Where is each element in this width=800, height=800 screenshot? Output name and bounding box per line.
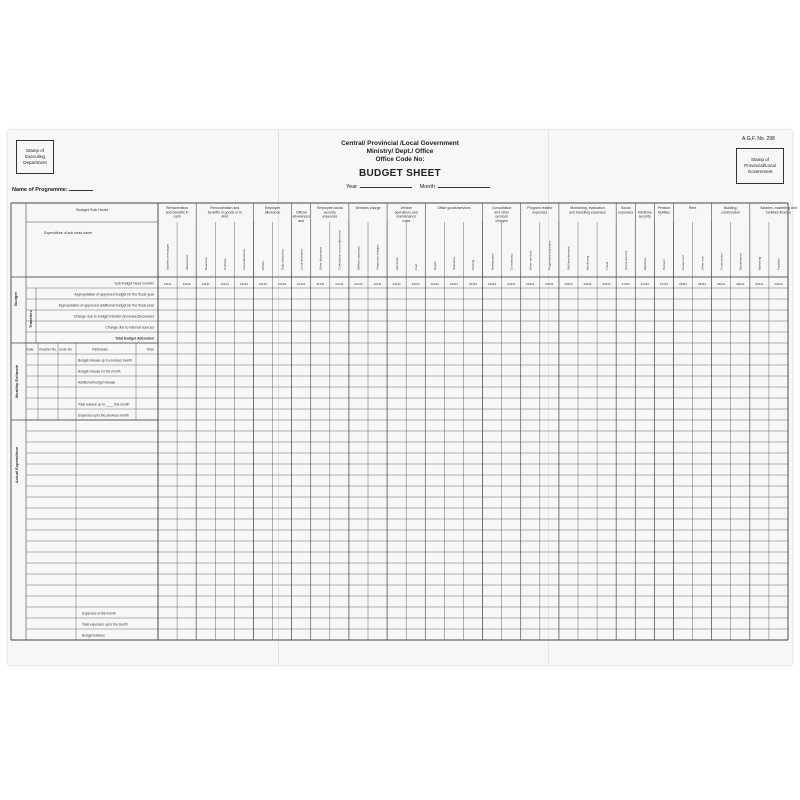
group-header-label: facilities finance (766, 210, 791, 215)
sub-column-label: Contribution to provident fund (337, 230, 342, 270)
code-number: 22312 (468, 282, 478, 286)
code-number: 21123 (239, 282, 248, 286)
side-label-monthly-estimate: Monthly Estimate (14, 364, 19, 399)
group-header-label: Remuneration (166, 206, 189, 210)
sub-column-label: Telephone charges (375, 244, 380, 270)
group-header-label: Pension (657, 206, 671, 210)
code-number: 21132 (278, 282, 287, 286)
code-number: 21141 (335, 282, 344, 286)
sub-column-label: Fuel (413, 264, 418, 270)
code-number: 21131 (258, 282, 268, 286)
sub-column-label: Clothing (223, 258, 228, 270)
office-code-line: Office Code No: (375, 156, 425, 163)
group-header-label: security (638, 214, 651, 219)
group-header-label: Services charge (355, 206, 381, 210)
group-header-label: maintenance (396, 214, 417, 219)
sub-column-label: Other services (528, 250, 533, 270)
code-number: 22112 (392, 282, 401, 286)
code-number: 22511 (545, 282, 554, 286)
estimate-column-header: Total (146, 347, 154, 352)
expenditure-label: Expenditure of sub-head name (44, 231, 92, 235)
group-header-label: kind (221, 214, 229, 219)
budget-row-label: Change due to internal sources (105, 325, 154, 330)
budget-sub-head-label: Budget Sub Head (76, 207, 108, 212)
group-header-label: Social (620, 206, 631, 210)
code-number: 28111 (679, 282, 687, 286)
stamp-label: Stamp of Executing Department (23, 148, 47, 165)
code-number: 22313 (487, 282, 497, 286)
code-number: 22611 (583, 282, 592, 286)
estimate-row-label: Budget release up to previous month (78, 358, 132, 363)
estimate-column-header: Code No. (59, 347, 73, 352)
code-number: 21122 (220, 282, 229, 286)
sub-column-label: Repair (433, 261, 438, 270)
group-header-label: Monitoring, evaluation (570, 206, 605, 210)
sub-column-label: Welfare expenses (356, 246, 361, 270)
sub-column-label: Social security (623, 250, 628, 270)
code-number: 22211 (411, 282, 420, 286)
side-label-budget: Budget (13, 292, 18, 306)
group-header-label: services (495, 214, 509, 219)
side-label-transfers: Transfers (28, 309, 33, 329)
code-number: 27211 (621, 282, 630, 286)
sub-column-label: Local allowance (299, 248, 304, 270)
side-label-actual-expenditure: Actual Expenditure (14, 446, 19, 484)
code-number: 21121 (201, 282, 210, 286)
code-number: 22212 (430, 282, 439, 286)
estimate-row-label: Total release up to ____ this month (78, 402, 130, 407)
estimate-row-label: Budget release for the month (78, 369, 121, 374)
sub-column-label: Newspapers (490, 253, 495, 270)
code-number: 21142 (354, 282, 363, 286)
code-number: 28211 (717, 282, 726, 286)
code-number: 27213 (659, 282, 669, 286)
sub-column-label: Salaries and wages (165, 243, 170, 270)
group-header-label: benefits in goods or in (207, 210, 242, 215)
sub-column-label: Medicine (643, 257, 648, 270)
footer-row-label: Budget balance (82, 633, 105, 638)
group-header-label: Program related (527, 206, 553, 210)
code-number: 29111 (755, 282, 764, 286)
estimate-row-label: Expenses upto the previous month (78, 413, 129, 418)
group-header-label: and benefits in (165, 210, 189, 215)
code-number: 21112 (182, 282, 191, 286)
group-header-label: Employee social (317, 206, 343, 210)
code-number: 28212 (736, 282, 745, 286)
sub-column-label: Facilities (776, 258, 781, 270)
sub-column-label: House rent (681, 255, 686, 270)
code-number: 21133 (297, 282, 306, 286)
estimate-column-header: Particulars (92, 347, 108, 352)
group-header-label: charges (495, 218, 508, 223)
estimate-column-header: Voucher No. (38, 347, 58, 352)
group-header-label: expenses (532, 210, 548, 215)
page-title: BUDGET SHEET (359, 168, 441, 179)
budget-row-label: Total Budget Allocation (115, 336, 154, 341)
budget-row-label: Appropriation of approved additional budget for the fiscal year (58, 303, 154, 308)
group-header-label: facilities (657, 210, 671, 215)
code-number: 22111 (373, 282, 382, 286)
sub-column-label: Printing (471, 259, 476, 270)
code-number: 22311 (449, 282, 458, 286)
sub-column-label: Maintenance (738, 252, 743, 270)
sub-column-label: Dearness (203, 257, 208, 270)
month-label: Month (419, 184, 435, 190)
code-number: 22411 (507, 282, 516, 286)
sub-column-label: Programme expenses (547, 240, 552, 270)
group-header-label: Employee (264, 206, 281, 210)
estimate-row-label: Additional budget release (78, 380, 116, 385)
group-header-label: Official (295, 210, 307, 215)
group-header-label: construction (721, 210, 741, 215)
form-number: A.G.F. No. 298 (742, 136, 775, 142)
group-header-label: expenses (618, 210, 634, 215)
sub-column-label: Daily allowance (280, 249, 285, 270)
group-header-label: expenses (322, 214, 338, 219)
sub-column-label: Electricity (394, 257, 399, 270)
estimate-column-header: Date (26, 347, 34, 352)
group-header-label: Rent (688, 206, 697, 210)
code-number: 22612 (602, 282, 611, 286)
code-number: 22512 (564, 282, 573, 286)
sub-column-label: Consultancy (509, 253, 514, 270)
group-header-label: Medicine (637, 210, 652, 215)
sub-column-label: Monitoring (585, 255, 590, 270)
group-header-label: allowances (292, 214, 310, 219)
code-number: 28112 (698, 282, 707, 286)
sub-column-label: Allowances (184, 254, 189, 270)
budget-row-label: Sub budget head number (114, 281, 154, 286)
group-header-label: allowance (264, 210, 281, 215)
group-header-label: Vehicle (400, 206, 412, 210)
budget-sheet-page (8, 130, 797, 665)
group-header-label: Salaries, marketing and (760, 206, 797, 210)
group-header-label: Office goods/services (437, 206, 471, 210)
code-number: 27212 (640, 282, 649, 286)
sub-column-label: Travel (604, 261, 609, 270)
sub-column-label: Skill development (566, 246, 571, 270)
group-header-label: Remuneration and (210, 206, 240, 210)
group-header-label: security (323, 210, 336, 215)
government-line: Central/ Provincial /Local Government (341, 140, 459, 147)
group-header-label: cash (173, 214, 181, 219)
footer-row-label: Expenses of the month (82, 611, 116, 616)
sub-column-label: Construction (719, 253, 724, 270)
budget-table (8, 130, 797, 665)
code-number: 21111 (163, 282, 172, 286)
footer-row-label: Total expenses up to the month (82, 622, 128, 627)
group-header-label: and (298, 218, 305, 223)
sub-column-label: Pension (662, 259, 667, 270)
sub-column-label: Others (261, 260, 266, 270)
budget-row-label: Appropriation of approved budget for the fiscal year (74, 292, 154, 297)
group-header-label: operations and (394, 210, 418, 215)
sub-column-label: Food allowance (242, 248, 247, 270)
year-label: Year (346, 184, 358, 190)
sub-column-label: Other rent (700, 256, 705, 270)
stamp-label: Stamp of Provincial/Local Government (744, 157, 776, 174)
sub-column-label: Other allowances (318, 246, 323, 270)
code-number: 21134 (316, 282, 325, 286)
sub-column-label: Stationery (452, 256, 457, 270)
group-header-label: and travelling expenses (569, 210, 606, 215)
programme-label: Name of Programme: (12, 187, 68, 193)
group-header-label: costs (402, 218, 411, 223)
group-header-label: and other (494, 210, 510, 215)
group-header-label: Consultation (491, 206, 512, 210)
group-header-label: Building, (724, 206, 738, 210)
code-number: 29112 (774, 282, 783, 286)
code-number: 22412 (526, 282, 535, 286)
sub-column-label: Marketing (757, 256, 762, 270)
budget-row-label: Change due to budget transfer (Increase/Decrease) (73, 314, 154, 319)
ministry-line: Ministry/ Dept./ Office (366, 148, 434, 155)
